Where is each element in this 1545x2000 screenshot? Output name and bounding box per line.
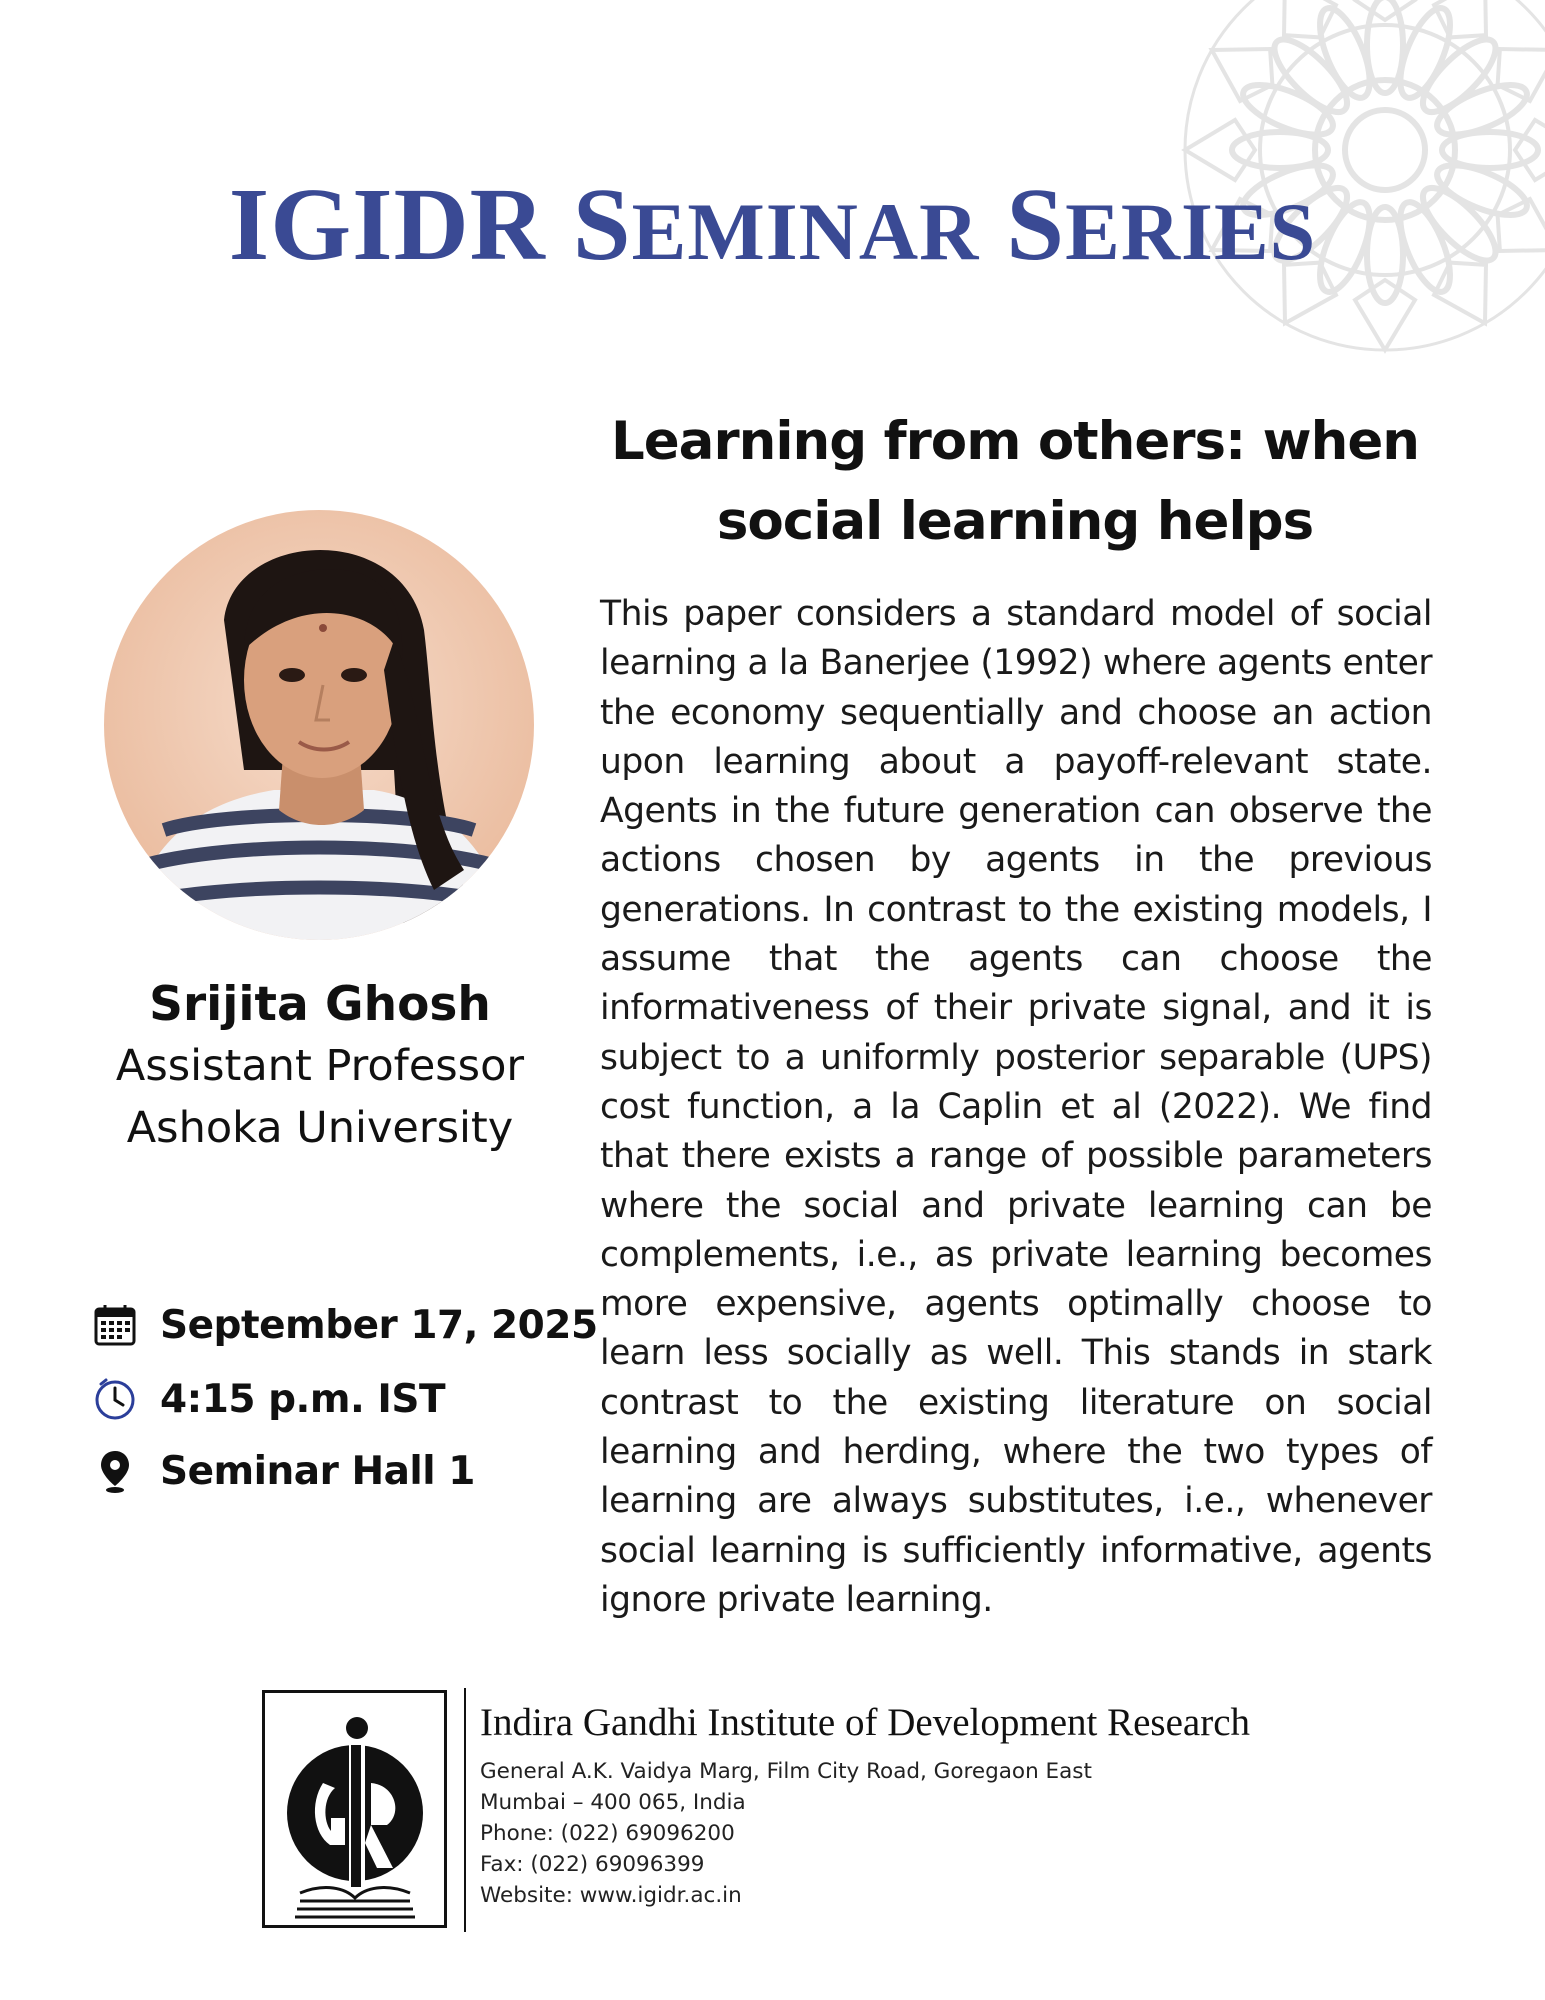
- speaker-photo: [104, 510, 534, 940]
- event-date-row: [92, 1302, 598, 1348]
- footer-divider: [464, 1688, 466, 1932]
- speaker-name: Srijita Ghosh: [149, 977, 491, 1032]
- institute-contact: [480, 1756, 1092, 1911]
- event-time-row: [92, 1376, 445, 1422]
- event-venue: Seminar Hall 1: [160, 1448, 475, 1494]
- speaker-position: Assistant Professor: [115, 1041, 525, 1091]
- clock-icon: [92, 1376, 138, 1422]
- abstract-text: This paper considers a standard model of social learning a la Banerjee (1992) where agents enter the economy sequentially and choose an action upon learning about a payoff-relevant state. Agents in the future generation can observe the actions chosen by agents in the previous generations. In contrast to the existing models, I assume that the agents can choose the informativeness of their private signal, and it is subject to a uniformly posterior separable (UPS) cost function, a la Caplin et al (2022). We find that there exists a range of possible parameters where the social and private learning can be complements, i.e., as private learning becomes more expensive, agents optimally choose to learn less socially as well. This stands in stark contrast to the existing literature on social learning and herding, where the two types of learning are always substitutes, i.e., whenever social learning is sufficiently informative, agents ignore private learning.: [600, 594, 1432, 1620]
- talk-title-line1: Learning from others: when: [610, 411, 1420, 472]
- speaker-affiliation: Ashoka University: [126, 1103, 514, 1153]
- website-link[interactable]: Website: www.igidr.ac.in: [480, 1883, 742, 1908]
- series-title: IGIDR SEMINAR SERIES: [228, 167, 1317, 282]
- fax: Fax: (022) 69096399: [480, 1852, 705, 1877]
- event-venue-row: [92, 1448, 475, 1494]
- event-date: September 17, 2025: [160, 1302, 598, 1348]
- talk-title: [580, 402, 1450, 562]
- speaker-block: [80, 975, 560, 1159]
- phone: Phone: (022) 69096200: [480, 1821, 735, 1846]
- location-pin-icon: [92, 1448, 138, 1494]
- address-line1: General A.K. Vaidya Marg, Film City Road, Goregaon East: [480, 1759, 1092, 1784]
- address-line2: Mumbai – 400 065, India: [480, 1790, 746, 1815]
- event-time: 4:15 p.m. IST: [160, 1376, 446, 1422]
- calendar-icon: [92, 1302, 138, 1348]
- institute-name: Indira Gandhi Institute of Development Research: [480, 1701, 1251, 1744]
- talk-title-line2: social learning helps: [716, 491, 1314, 552]
- igidr-logo: [262, 1690, 447, 1928]
